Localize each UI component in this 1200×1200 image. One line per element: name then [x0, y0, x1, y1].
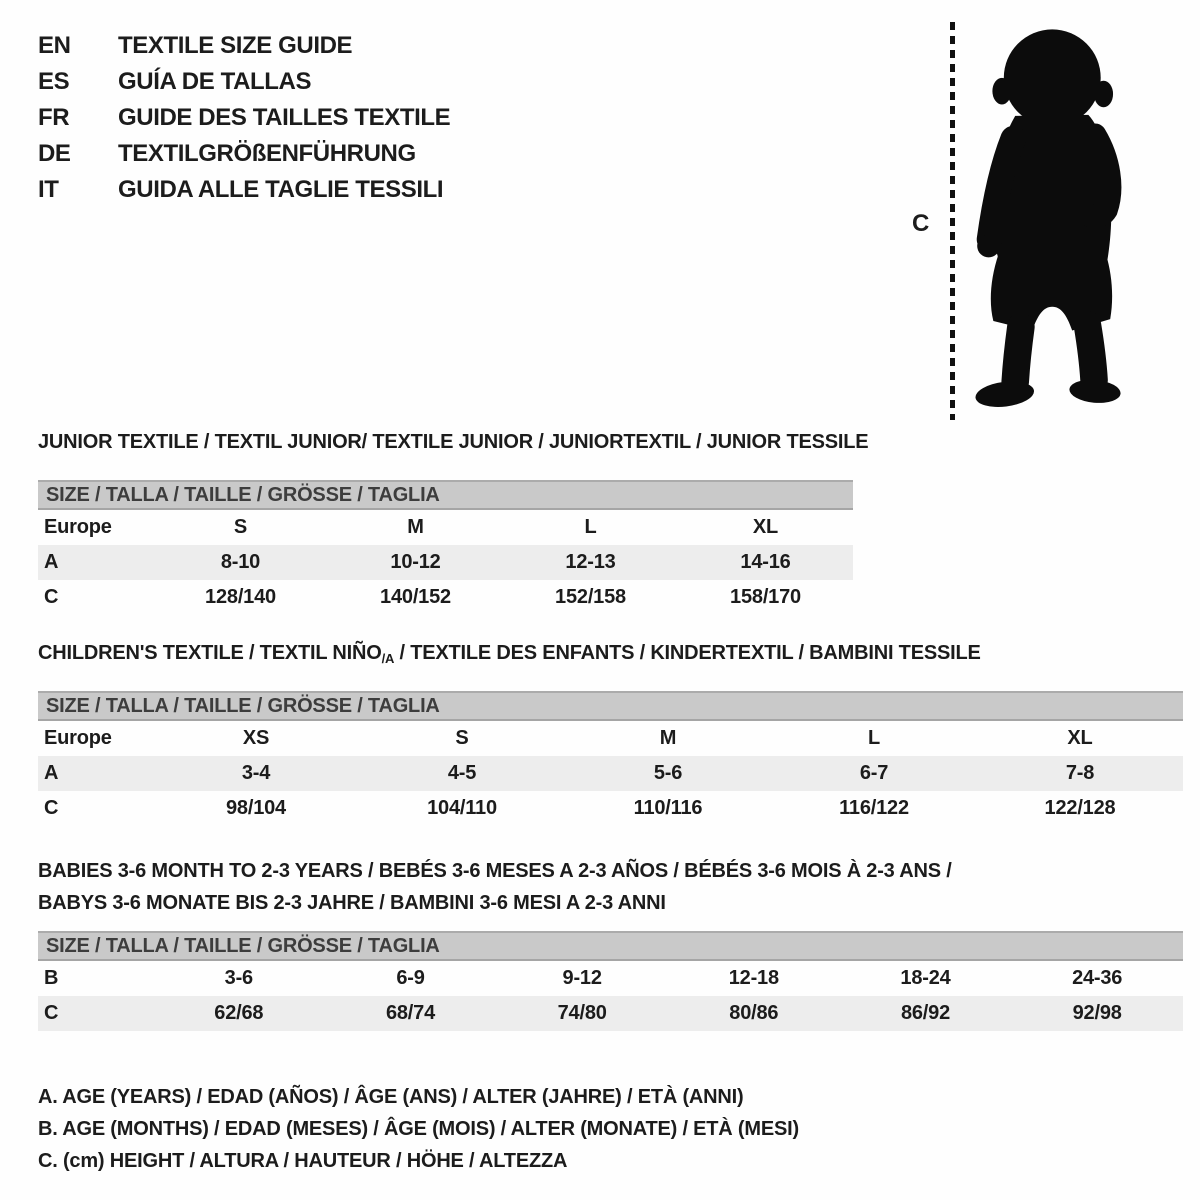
row-label: B [44, 967, 59, 989]
size-value-cell: 9-12 [562, 967, 602, 989]
language-code: ES [38, 68, 70, 95]
size-value-cell: 158/170 [730, 586, 801, 608]
babies-title-line2: BABYS 3-6 MONATE BIS 2-3 JAHRE / BAMBINI 3-6 MESI A 2-3 ANNI [38, 892, 666, 914]
height-dashed-line [950, 22, 955, 420]
measure-legend [38, 1081, 1183, 1177]
size-value-cell: 98/104 [226, 797, 286, 819]
height-measure-figure [880, 12, 1155, 430]
children-title-post: / TEXTILE DES ENFANTS / KINDERTEXTIL / BAMBINI TESSILE [394, 642, 981, 664]
table-row [38, 510, 853, 545]
size-value-cell: 12-13 [565, 551, 616, 573]
junior-section-title [38, 430, 1183, 460]
size-value-cell: 7-8 [1065, 762, 1095, 784]
size-header-band: SIZE / TALLA / TAILLE / GRÖSSE / TAGLIA [38, 691, 1183, 721]
section-babies-textile [38, 855, 1183, 1031]
size-value-cell: 6-9 [396, 967, 425, 989]
legend-line-b: B. AGE (MONTHS) / EDAD (MESES) / ÂGE (MOIS) / ALTER (MONATE) / ETÀ (MESI) [38, 1118, 799, 1140]
language-row-es [38, 64, 450, 100]
size-value-cell: 3-4 [241, 762, 271, 784]
children-table-rows [38, 721, 1183, 826]
row-label: Europe [44, 516, 112, 538]
table-row [38, 721, 1183, 756]
size-value-cell: M [659, 727, 677, 749]
size-value-cell: 62/68 [214, 1002, 264, 1024]
language-row-fr [38, 100, 450, 136]
section-children-textile [38, 641, 1183, 826]
table-row [38, 545, 853, 580]
size-value-cell: 140/152 [380, 586, 451, 608]
table-row [38, 996, 1183, 1031]
size-value-cell: 3-6 [224, 967, 253, 989]
row-label: Europe [44, 727, 112, 749]
toddler-silhouette-icon [962, 14, 1152, 421]
size-tables-content [38, 430, 1183, 1177]
guide-title-de: TEXTILGRÖßENFÜHRUNG [118, 140, 416, 167]
size-value-cell: 86/92 [900, 1002, 951, 1024]
size-header-band: SIZE / TALLA / TAILLE / GRÖSSE / TAGLIA [38, 480, 853, 510]
section-junior-textile [38, 430, 1183, 615]
size-value-cell: 104/110 [427, 797, 497, 819]
language-row-en [38, 28, 450, 64]
junior-table-rows [38, 510, 853, 615]
children-title-text: CHILDREN'S TEXTILE / TEXTIL NIÑO [38, 642, 382, 664]
language-code: EN [38, 32, 71, 59]
size-value-cell: 10-12 [390, 551, 441, 573]
size-value-cell: 4-5 [447, 762, 477, 784]
size-value-cell: 110/116 [633, 797, 703, 819]
size-value-cell: S [455, 727, 469, 749]
junior-size-table [38, 480, 853, 615]
row-label: C [44, 797, 59, 819]
table-row [38, 791, 1183, 826]
size-value-cell: 18-24 [900, 967, 951, 989]
language-code: DE [38, 140, 71, 167]
size-value-cell: 14-16 [740, 551, 791, 573]
size-value-cell: 24-36 [1072, 967, 1123, 989]
babies-size-table [38, 931, 1183, 1031]
guide-title-en: TEXTILE SIZE GUIDE [118, 32, 353, 59]
guide-title-es: GUÍA DE TALLAS [118, 68, 312, 95]
row-label: C [44, 1002, 59, 1024]
children-title-sub: /A [381, 651, 395, 666]
size-value-cell: 128/140 [205, 586, 276, 608]
size-value-cell: XS [242, 727, 270, 749]
size-value-cell: 68/74 [385, 1002, 436, 1024]
size-header-band: SIZE / TALLA / TAILLE / GRÖSSE / TAGLIA [38, 931, 1183, 961]
size-value-cell: XL [1067, 727, 1093, 749]
row-label: C [44, 586, 59, 608]
size-value-cell: XL [752, 516, 779, 538]
table-row [38, 961, 1183, 996]
guide-title-fr: GUIDE DES TAILLES TEXTILE [118, 104, 451, 131]
legend-line-c: C. (cm) HEIGHT / ALTURA / HAUTEUR / HÖHE / ALTEZZA [38, 1150, 568, 1172]
language-row-it [38, 172, 450, 208]
size-value-cell: 5-6 [653, 762, 683, 784]
language-row-de [38, 136, 450, 172]
size-value-cell: L [584, 516, 597, 538]
size-value-cell: 92/98 [1072, 1002, 1122, 1024]
language-code: IT [38, 176, 59, 203]
children-section-title [38, 641, 1183, 671]
size-value-cell: 152/158 [555, 586, 626, 608]
language-title-list [38, 28, 450, 208]
language-code: FR [38, 104, 70, 131]
size-value-cell: 6-7 [859, 762, 889, 784]
guide-title-it: GUIDA ALLE TAGLIE TESSILI [118, 176, 444, 203]
size-value-cell: S [233, 516, 248, 538]
table-row [38, 756, 1183, 791]
size-value-cell: L [867, 727, 881, 749]
size-value-cell: 116/122 [839, 797, 909, 819]
legend-line-a: A. AGE (YEARS) / EDAD (AÑOS) / ÂGE (ANS) / ALTER (JAHRE) / ETÀ (ANNI) [38, 1086, 744, 1108]
junior-title-text: JUNIOR TEXTILE / TEXTIL JUNIOR/ TEXTILE JUNIOR / JUNIORTEXTIL / JUNIOR TESSILE [38, 431, 869, 453]
table-row [38, 580, 853, 615]
children-size-table [38, 691, 1183, 826]
size-value-cell: 74/80 [557, 1002, 607, 1024]
size-value-cell: 80/86 [729, 1002, 779, 1024]
size-value-cell: 122/128 [1044, 797, 1116, 819]
row-label: A [44, 551, 59, 573]
row-label: A [44, 762, 59, 784]
measure-c-label: C [912, 210, 930, 237]
size-value-cell: M [407, 516, 424, 538]
babies-table-rows [38, 961, 1183, 1031]
babies-title-line1: BABIES 3-6 MONTH TO 2-3 YEARS / BEBÉS 3-6 MESES A 2-3 AÑOS / BÉBÉS 3-6 MOIS À 2-3 ANS / [38, 860, 952, 882]
size-value-cell: 12-18 [728, 967, 779, 989]
size-value-cell: 8-10 [220, 551, 261, 573]
